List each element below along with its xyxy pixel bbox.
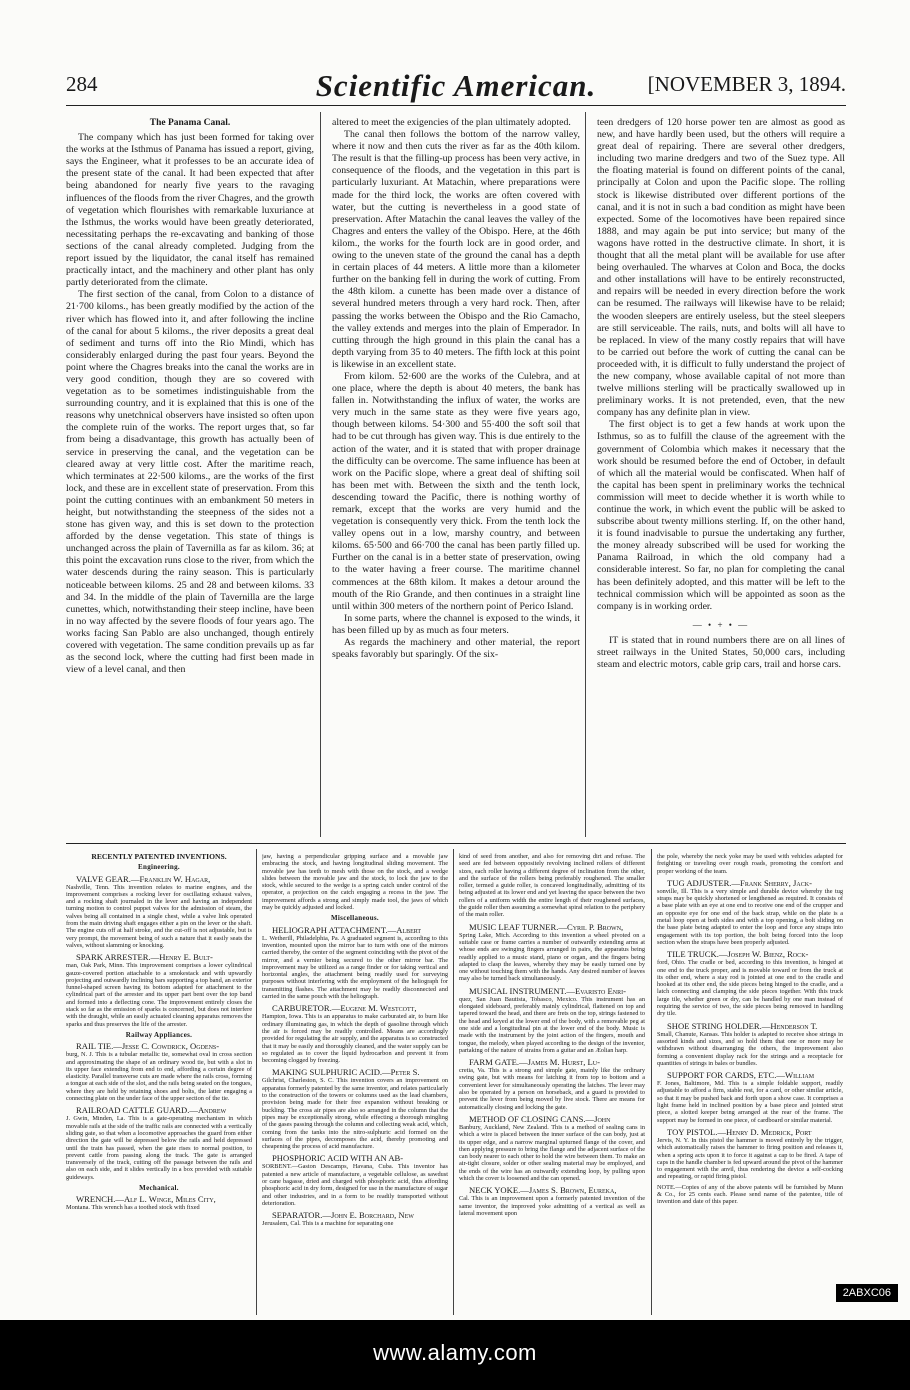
- invention-entry: [262, 1003, 448, 1064]
- invention-entry: [657, 878, 843, 946]
- category-heading: Miscellaneous.: [331, 914, 379, 923]
- article-column-1: [66, 117, 314, 837]
- header-rule: [66, 105, 846, 106]
- article-paragraph: The canal then follows the bottom of the narrow valley, where it now and then cuts the river as far as the 40th kilom. The result is that the filling-up process has been very active, in consequence of the floods, and the vegetation in this part is particularly luxuriant. At Matachin, where preparations were made for the third lock, the works are often covered with water, but the cutting is nevertheless in a good state of preservation. After Matachin the canal leaves the valley of the Chagres and enters the valley of the Obispo. Here, at the 46th kilom., the works for the fourth lock are in good order, and owing to the uneven state of the ground the canal has a depth in certain places of 44 meters. A little more than a kilometer further on the banking fell in during the work of cutting. From the 48th kilom. a cunette has been made over a distance of several hundred meters through a very hard rock. Then, after passing the works between the Obispo and the Rio Camacho, the valley extends and merges into the plain of Emperador. In cutting through the high ground in this plain the canal has a depth varying from 35 to 40 meters. The fifth lock at this point is likewise in an excellent state.: [332, 129, 580, 370]
- invention-body: sonville, Ill. This is a very simple and durable device whereby the tug straps may be quickly shortened or lengthened as required. It consists of a base plate with an eye at one end to receive one end of the crupper and an opposite eye for one end of the back strap, while on the plate is a metal loop open at both sides and with a top opening, a bolt sliding on the base plate being adapted to enter the loop and force any straps into engagement with its top portion, the bolt being forced into the loop section when the straps have been properly adjusted.: [657, 887, 843, 946]
- article-paragraph: The first object is to get a few hands at work upon the Isthmus, so as to fulfill the clause of the agreement with the government of Colombia which makes it necessary that the work should be resumed before the end of October, in default of which all the material would be confiscated. When half of the capital has been spent in preliminary works the technical commission will meet to decide whether it is worth while to continue the work, in which event the public will be asked to subscribe about twenty millions sterling. If, on the other hand, it is found inadvisable to pursue the undertaking any further, the money already subscribed will be used for working the Panama Railroad, in which the old company had a considerable interest. So far, no plan for completing the canal has been definitely adopted, and this matter will be left to the technical commission which will be appointed as soon as the company is in working order.: [597, 419, 845, 612]
- invention-title: MUSICAL INSTRUMENT.—Evaristo Enri-: [469, 985, 626, 996]
- masthead: Scientific American.: [315, 68, 597, 103]
- category-heading: Engineering.: [138, 863, 180, 872]
- section-heading: RECENTLY PATENTED INVENTIONS.: [91, 853, 227, 861]
- stock-photo-id: 2ABXC06: [836, 1284, 898, 1302]
- invention-body: ford, Ohio. The cradle or bed, according to this invention, is hinged at one end to the truck proper, and is movable toward or from the truck at its other end, where a stay rod is jointed at one end to the cradle and hooked at its other end, the side pieces being hinged to the cradle, and a latch connecting and clamping the side pieces together. With this truck large tile, whether green or dry, can be handled by one man instead of requiring the service of two, the side pieces being removed in handling dry tile.: [657, 959, 843, 1018]
- article-paragraph: altered to meet the exigencies of the plan ultimately adopted.: [332, 117, 571, 128]
- article-paragraph: The company which has just been formed for taking over the works at the Isthmus of Panama has issued a report, giving, says the Engineer, what it professes to be an accurate idea of the present state of the canal. It had been expected that after being abandoned for nearly five years to the ravaging influences of the floods from the river Chagres, and the growth of vegetation which flourishes with remarkable luxuriance at the Isthmus, the works would have been greatly deteriorated, necessitating perhaps the re-excavating and banking of those sections of the canal already completed. Judging from the report issued by the liquidator, the canal itself has remained practically intact, and the machinery and other plant has only partly deteriorated from the climate.: [66, 132, 314, 289]
- invention-entry: [262, 925, 448, 1001]
- invention-entry: [657, 1127, 843, 1181]
- article-paragraph: In some parts, where the channel is exposed to the winds, it has been filled up by as much as four meters.: [332, 612, 580, 636]
- article-paragraph: From kilom. 52·600 are the works of the Culebra, and at one place, where the depth is about 40 meters, the bank has fallen in. Notwithstanding the influx of water, the works are very much in the same state as they were five years ago, though between kiloms. 54·300 and 55·400 the soft soil that had to be cut through has given way. This is due entirely to the action of the water, and it is stated that with proper drainage the difficulty can be overcome. The same influence has been at work on the Pacific slope, where a great deal of shifting soil has been met with. Between the sixth and the tenth lock, descending toward the Pacific, there is nothing worthy of remark, except that the works are very humid and the vegetation is consequently very thick. From the tenth lock the valley opens out in a low, marshy country, and between kiloms. 65·500 and 66·700 the canal has been partly filled up. Further on the canal is in a better state of preservation, owing to the water having a freer course. The maritime channel commences at the 68th kilom. It makes a detour around the mouth of the Rio Grande, and then continues in a straight line until within 300 meters of the northern point of Perico Island.: [332, 370, 580, 612]
- inventions-column-2: [262, 853, 448, 1315]
- invention-entry: [66, 952, 252, 1028]
- invention-entry: [657, 1021, 843, 1067]
- invention-body: man, Oak Park, Minn. This improvement comprises a lower cylindrical gauze-covered portion attachable to a smokestack and with upwardly projecting and outwardly inclining bars supporting a top band, an exterior funnel-shaped screen having its bottom adapted for attachment to the cylindrical part of the arrester and its upper part bent over the top band and formed into a deflecting cone. The improvement entirely closes the stack so far as the emission of sparks is concerned, but does not interfere with the draught, while an easily actuated cleaning apparatus removes the sparks and thus preserves the life of the arrester.: [66, 962, 252, 1028]
- invention-entry: [262, 1067, 448, 1150]
- category-heading: Railway Appliances.: [125, 1030, 193, 1039]
- article-paragraph: The first section of the canal, from Colon to a distance of 21·700 kiloms., has been greatly modified by the action of the river which has flowed into it, and after following the incline of the canal for about 5 kiloms., the river deposits a great deal of sediment and turns off into the Rio Mindi, which has considerably enlarged during the past four years. Beyond the point where the Chagres breaks into the canal the works are in very good condition, though they are so covered with vegetation as to be sometimes indistinguishable from the surrounding country, and it is explained that this is one of the reasons why unetchnical observers have insisted so often upon the complete ruin of the works. The report urges that, so far from being a disadvantage, this growth has actually been of service in preserving the canal, and the vegetation can be cleared away at very little cost. After the maritime reach, which terminates at 22·500 kiloms., are the works of the first lock, and these are in excellent state of preservation. From this point the cutting continues with an embankment 50 meters in height, but notwithstanding the steepness of the sides not a stone has given way, and this is set down to the protection afforded by the dense vegetation. This state of things is unchanged across the plain of Tavernilla as far as kilom. 36; at this point the excavation runs close to the river, from which the water descends during the rainy season. This is particularly noticeable between kiloms. 25 and 28 and between kiloms. 33 and 34. In the middle of the plain of Tavernilla are the large cunettes, which, notwithstanding their steep incline, have been in no way affected by the severe floods of four years ago. The works facing San Pablo are also unchanged, though entirely covered with vegetation. The same condition prevails up as far as the second lock, where the cutting had first been made in view of a level canal, and then: [66, 289, 314, 676]
- page-number: 284: [66, 72, 98, 96]
- invention-body: Jerusalem, Cal. This is a machine for separating one: [262, 1220, 394, 1228]
- invention-title: MAKING SULPHURIC ACID.—Peter S.: [272, 1067, 420, 1078]
- invention-title: RAILROAD CATTLE GUARD.—Andrew: [76, 1105, 227, 1116]
- invention-body: Jervis, N. Y. In this pistol the hammer is moved entirely by the trigger, which automatically raises the hammer to firing position and releases it, when a spring acts upon it to force it against a cap to be fired. A tape of caps in the handle chamber is fed upward around the pivot of the hammer to engagement with the anvil, thus rendering the device a self-cocking and repeating, or rapid firing pistol.: [657, 1136, 843, 1181]
- invention-body: Montana. This wrench has a toothed stock with fixed: [66, 1204, 200, 1212]
- watermark-footer-bar: [0, 1320, 910, 1390]
- invention-entry: [262, 1153, 448, 1207]
- invention-title: WRENCH.—Alf L. Winge, Miles City,: [76, 1194, 216, 1205]
- watermark-url: www.alamy.com: [373, 1340, 537, 1365]
- invention-body: quez, San Juan Bautista, Tobasco, Mexico. This instrument has an elongated sideboard, preferably mainly cylindrical, flattened on top and tapered toward the head, and there are frets on the top, strings fastened to the head and keyed at the lower end of the body, with a removable peg at one side and a longitudinal pin at the lower end of the body. Music is made with the instrument by the joint action of the fingers, mouth and tongue, the melody, when played according to the design of the inventor, partaking of the nature of strains from a guitar and an Æolian harp.: [459, 995, 645, 1054]
- invention-title: CARBURETOR.—Eugene M. Westcott,: [272, 1003, 417, 1014]
- invention-entry: [66, 1105, 252, 1181]
- invention-entry: [262, 1210, 448, 1227]
- inventions-column-1: [66, 853, 252, 1315]
- invention-title: SHOE STRING HOLDER.—Henderson T.: [667, 1020, 818, 1031]
- invention-entry: [459, 853, 645, 919]
- invention-title: TOY PISTOL.—Henry D. Medrick, Port: [667, 1126, 812, 1137]
- invention-entry: [657, 949, 843, 1017]
- issue-date: [NOVEMBER 3, 1894.: [647, 72, 846, 96]
- invention-title: TUG ADJUSTER.—Frank Sherry, Jack-: [667, 877, 812, 888]
- invention-body: Hampton, Iowa. This is an apparatus to make carburated air, to burn like ordinary illuminating gas, in which the depth of gasoline through which the air is forced may be readily controlled. Means are accordingly provided for regulating the air supply, and the apparatus is so constructed that it may be easily and thoroughly cleaned, and the water supply can be so regulated as to cover the liquid hydrocarbon and prevent it from becoming clogged by freezing.: [262, 1013, 448, 1065]
- inventions-column-3: [459, 853, 645, 1315]
- invention-entry: [459, 1114, 645, 1182]
- invention-body: Gilchrist, Charleston, S. C. This invention covers an improvement on apparatus formerly patented by the same inventor, and relates particularly to the construction of the towers or columns used as the lead chambers, provision being made for their free expansion without breaking or buckling. The cross air pipes are also so arranged in the column that the pipes may be exceptionally strong, while effecting a thorough mingling of the gases passing through the column and collecting weak acid, which, coming from the tanks into the nitro-sulphuric acid formed on the surfaces of the pipes, decomposes the acid, thereby promoting and cheapening the process of acid manufacture.: [262, 1077, 448, 1151]
- invention-entry: [66, 1041, 252, 1102]
- category-heading: Mechanical.: [139, 1183, 179, 1192]
- inventions-column-4: [657, 853, 843, 1315]
- invention-body: burg, N. J. This is a tubular metallic tie, somewhat oval in cross section and approximating the shape of an ordinary wood tie, but with a slot in its upper face extending from end to end, affording a certain degree of elasticity. Parallel transverse cuts are made where the rails cross, forming a tongue at each side of the slot, and the rails being seated on the tongues, where they are held by retaining shoes and bolts, the latter engaging a connecting plate on the under face of the upper section of the tie.: [66, 1051, 252, 1103]
- invention-body: kind of seed from another, and also for removing dirt and refuse. The seed are fed between oppositely revolving inclined rollers of different sizes, each roller having a different degree of inclination from the other, and the surface of the rollers being preferably roughened. The smaller roller, termed a guide roller, is concaved longitudinally, admitting of its being adjusted at its lower end and yet leaving the space between the two rollers of a uniform width the entire length of their roughened surfaces, the guide roller then assuming a somewhat spiral relation to the periphery of the main roller.: [459, 853, 645, 919]
- invention-title: FARM GATE.—James M. Hurst, Lu-: [469, 1057, 600, 1068]
- page-header: [66, 68, 846, 103]
- invention-body: L. Wetherill, Philadelphia, Pa. A graduated segment is, according to this invention, mounted upon the mirror bar to turn with one of the mirrors carried thereby, the center of the segment coinciding with the pivot of the mirror, and a vernier being secured to the other mirror bar. The improvement may be utilized as a range finder or for taking vertical and horizontal angles, the attachment being readily used for surveying purposes without interfering with the employment of the heliograph for transmitting flashes. The attachment may be readily disconnected and carried in the same pouch with the heliograph.: [262, 934, 448, 1001]
- invention-title: NECK YOKE.—James S. Brown, Eureka,: [469, 1185, 617, 1196]
- street-railways-note: IT is stated that in round numbers there are on all lines of street railways in the United States, 50,000 cars, including steam and electric motors, cable grip cars, trail and horse cars.: [597, 634, 845, 671]
- article-paragraph: As regards the machinery and other material, the report speaks favorably but sparingly. Of the six-: [332, 637, 580, 661]
- invention-body: cretia, Va. This is a strong and simple gate, mainly like the ordinary swing gate, but with means for latching it from top to bottom and a convenient lever for simultaneously operating the latches. The lever may also be operated by a person on horseback, and a guard is provided to prevent the lever from being moved by live stock. There are means for automatically closing and locking the gate.: [459, 1067, 645, 1111]
- invention-entry: [459, 986, 645, 1054]
- invention-body: the pole, whereby the neck yoke may be used with vehicles adapted for freighting or traveling over rough roads, promoting the comfort and proper working of the team.: [657, 853, 843, 875]
- invention-body: Spring Lake, Mich. According to this invention a wheel pivoted on a suitable case or frame carries a number of outwardly extending arms at whose ends are swinging fingers arranged in pairs, the apparatus being readily applied to a music stand, piano or organ, and the fingers being adapted to clasp the leaves, whereby they may be easily turned one by one without touching them with the hands. Any desired number of leaves may also be turned back simultaneously.: [459, 931, 645, 983]
- invention-body: Banbury, Auckland, New Zealand. This is a method of sealing cans in which a wire is placed between the inner surface of the can body, just at its upper edge, and a narrow marginal upturned flange of the cover, and then applying pressure to bring the flange and the adjacent surface of the can body nearer to each other to hold the wire between them. To make an air-tight closure, solder or other sealing material may be employed, and the ends of the wire has an outwardly extending loop, by pulling upon which the cover is loosened and the can opened.: [459, 1123, 645, 1182]
- invention-title: RAIL TIE.—Jesse C. Cowdrick, Ogdens-: [76, 1041, 220, 1052]
- invention-entry: [262, 853, 448, 911]
- invention-title: MUSIC LEAF TURNER.—Cyril P. Brown,: [469, 921, 624, 932]
- invention-entry: [459, 1057, 645, 1111]
- invention-body: Nashville, Tenn. This invention relates to marine engines, and the improvement comprises a rocking lever for oscillating exhaust valves, and a rocking shaft journaled in the lever and having an independent turning motion to control puppet valves for the admission of steam, the valves being all contained in a single chest, while a valve link operated from the main driving shaft engages either a pin on the lever or the shaft. The engine cuts off at half stroke, and the cut-off is not adjustable, but is very prompt, the movement being of such a nature that it easily seats the valves, without slamming or knocking.: [66, 883, 252, 949]
- invention-body: Cal. This is an improvement upon a formerly patented invention of the same inventor, the improved yoke admitting of a vertical as well as lateral movement upon: [459, 1195, 645, 1217]
- invention-body: jaw, having a perpendicular gripping surface and a movable jaw embracing the stock, and having longitudinal sliding movement. The movable jaw has teeth to mesh with those on the stock, and a wedge slides between the movable jaw and the stock, to lock the jaw to the stock, while secured to the wedge is a spring catch under control of the operator, a projection on the catch engaging a recess in the jaw. The improvement affords a strong and simply made tool, the jaws of which may be quickly adjusted and locked.: [262, 853, 448, 912]
- article-paragraph: teen dredgers of 120 horse power ten are almost as good as new, and have hardly been used, but the others will require a great deal of repairing. There are several other dredgers, including two marine dredgers and two of the Suez type. All the floating material is found on different points of the canal, principally at Colon and upon the Pacific slope. The rolling stock is likewise distributed over different portions of the canal, and it is not in such a bad condition as might have been expected. Some of the locomotives have been repaired since 1888, and may again be put into service; but many of the wagons have rotted in the destructive climate. In short, it is thought that all the metal plant will be available for use after being overhauled. The wharves at Colon and Boca, the docks and other installations will have to be entirely reconstructed, and repairs will be needed in every direction before the work can be resumed. The railways will likewise have to be relaid; the wooden sleepers are entirely useless, but the steel sleepers are still serviceable. The rails, nuts, and bolts will all have to be replaced. In view of the many costly repairs that will have to be carried out before the work of cutting the canal can be proceeded with, it is difficult to fully understand the project of the new company, whose available capital of not more than twelve millions sterling will be practically swallowed up in preliminary works. It is not pretended, even, that the new company has any definite plan in view.: [597, 117, 845, 419]
- invention-entry: [66, 1194, 252, 1211]
- invention-entry: [66, 874, 252, 950]
- invention-body: J. Gwin, Minden, La. This is a gate-operating mechanism in which movable rails at the side of the traffic rails are connected with a vertically sliding gate, so that when a locomotive approaches the guard from either direction the gate will be depressed below the rails and held depressed until the train has passed, when the gate rises to normal position, to prevent cattle from passing along the track. The gate is arranged transversely of the track, cutting off the passage between the rails and also on each side, and it slides vertically in a box provided with suitable guideways.: [66, 1115, 252, 1181]
- article-column-3: [597, 117, 845, 837]
- section-rule: [66, 843, 846, 844]
- invention-title: VALVE GEAR.—Franklin W. Hagar,: [76, 873, 211, 884]
- invention-body: F. Jones, Baltimore, Md. This is a simple foldable support, readily adjustable to afford a firm, stable rest, for a card, or other similar article, so that it may be pushed back and forth upon a show case. It comprises a light frame held in inclined position by a base piece and jointed strut piece, a slotted keeper being arranged at the rear of the frame. The support may be formed in one piece, of cardboard or similar material.: [657, 1080, 843, 1124]
- article-title: The Panama Canal.: [149, 118, 231, 128]
- invention-title: TILE TRUCK.—Joseph W. Bienz, Rock-: [667, 949, 809, 960]
- note-text: NOTE.—Copies of any of the above patents will be furnished by Munn & Co., for 25 cents each. Please send name of the patentee, title of invention and date of this paper.: [657, 1183, 843, 1206]
- invention-body: Small, Chanute, Kansas. This holder is adapted to receive shoe strings in assorted kinds and sizes, and so hold them that one or more may be withdrawn without disarranging the others, the improvement also forming a convenient display rack for the strings and a receptacle for quantities of strings in bales or bundles.: [657, 1030, 843, 1067]
- invention-title: SPARK ARRESTER.—Henry E. Bult-: [76, 952, 213, 963]
- invention-title: SEPARATOR.—John E. Borchard, New: [272, 1210, 414, 1221]
- invention-entry: [459, 922, 645, 983]
- invention-entry: [657, 853, 843, 875]
- column-divider: [320, 112, 321, 837]
- invention-title: METHOD OF CLOSING CANS.—John: [469, 1113, 611, 1124]
- column-divider: [585, 112, 586, 837]
- invention-title: PHOSPHORIC ACID WITH AN AB-: [272, 1153, 404, 1164]
- column-divider: [453, 849, 454, 1315]
- article-column-2: [332, 117, 580, 837]
- column-divider: [651, 849, 652, 1315]
- separator-ornament: — • + • —: [692, 619, 750, 630]
- column-divider: [256, 849, 257, 1315]
- invention-entry: [657, 1070, 843, 1124]
- invention-title: HELIOGRAPH ATTACHMENT.—Albert: [272, 924, 422, 935]
- invention-title: SUPPORT FOR CARDS, ETC.—William: [667, 1070, 815, 1081]
- invention-entry: [459, 1185, 645, 1217]
- invention-body: SORBENT.—Gaston Descamps, Havana, Cuba. This inventor has patented a new article of manufacture, a vegetable cellulose, as sawdust or cane bagasse, dried and charged with phosphoric acid, thus affording phosphoric acid in dry form, designed for use in the manufacture of sugar and other industries, and in a form to be readily transported without deterioration.: [262, 1163, 448, 1207]
- patent-note: [657, 1184, 843, 1206]
